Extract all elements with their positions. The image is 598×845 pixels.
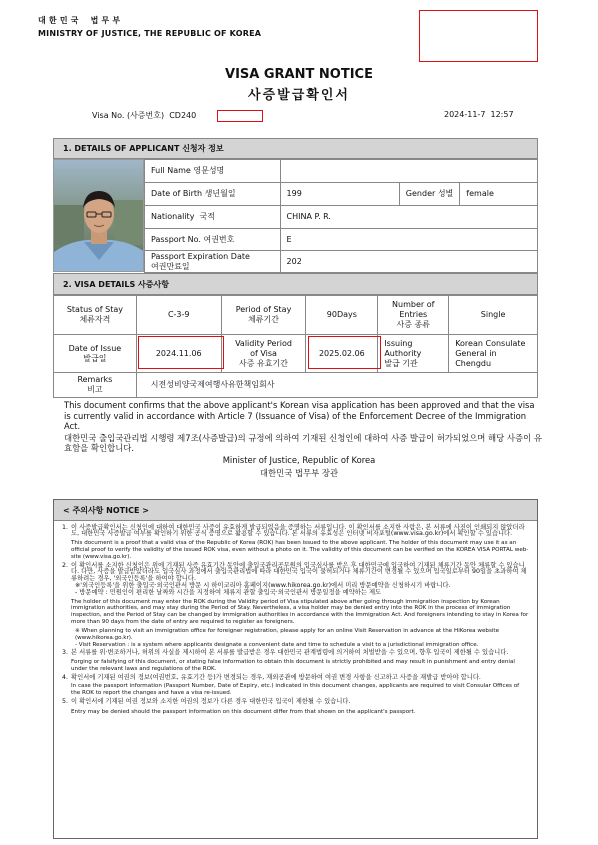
notice-item-2 — [62, 563, 529, 649]
status-of-stay-label — [54, 296, 137, 335]
remarks-label-english: Remarks — [77, 375, 113, 384]
date-of-issue-value: 2024.11.06 — [136, 335, 221, 373]
passport-number-value: E — [280, 229, 537, 251]
notice-item-number: 5. — [62, 697, 69, 705]
notice-item-5-english: Entry may be denied should the passport information on this document differ from that shown on the applicant's passport. — [71, 708, 416, 715]
notice-item-2-korean: 이 확인서를 소지한 신청인은 위에 기재된 사증 유효기간 동안에 출입국관리공무원의 입국심사를 받은 후 대한민국에 입국하여 기재된 체류기간 동안 체류할 수 있습니다. 다만, 사증을 발급받았더라도 입국심사 과정에서 출입국관리법에 따라 대한민국 입국이 불허되거나 체류기간이 변경될 수 있으며 입국일로부터 90일을 초과하여 체류하려는 경우, '외국인등록'을 하여야 합니다. — [71, 561, 527, 583]
visa-number-label: Visa No. (사증번호) — [92, 111, 165, 120]
notice-item-2-english-reservation: ※ When planning to visit an immigration office for foreigner registration, please apply for an online Visit Reservation in advance at the HiKorea website (www.hikorea.go.kr). — [75, 627, 500, 641]
passport-expiration-label-english: Passport Expiration Date — [151, 251, 250, 261]
number-of-entries-value: Single — [449, 296, 538, 335]
notice-item-number: 4. — [62, 673, 69, 681]
notice-item-1 — [62, 525, 529, 561]
number-of-entries-label — [378, 296, 449, 335]
applicant-photo — [53, 159, 144, 272]
redaction-box-visa-number — [217, 110, 263, 122]
date-of-birth-label: Date of Birth 생년월일 — [145, 183, 281, 206]
notice-item-4 — [62, 675, 529, 697]
visa-details-table — [53, 295, 538, 398]
issuing-authority-value — [449, 335, 538, 373]
issued-timestamp: 2024-11-7 12:57 — [444, 110, 514, 119]
passport-expiration-value: 202 — [280, 251, 537, 273]
date-of-issue-label — [54, 335, 137, 373]
notice-item-number: 1. — [62, 523, 69, 531]
applicant-photo-image — [54, 160, 144, 272]
full-name-label: Full Name 영문성명 — [145, 160, 281, 183]
gender-value: female — [460, 183, 538, 206]
status-of-stay-label-english: Status of Stay — [66, 305, 123, 314]
section-visa-heading: 2. VISA DETAILS 사증사항 — [53, 273, 538, 295]
notice-item-3 — [62, 650, 529, 672]
remarks-value: 시전성비양국제여행사유한책임회사 — [136, 373, 537, 398]
issuing-authority-label — [378, 335, 449, 373]
validity-period-label-line1: Validity Period — [235, 338, 292, 348]
date-of-issue-label-korean: 발급일 — [83, 353, 107, 363]
confirmation-statement — [64, 400, 542, 454]
notice-item-2-english-definition: - Visit Reservation : is a system where applicants designate a convenient date and time to schedule a visit to a jurisdictional immigration office. — [75, 641, 479, 648]
highlight-date-of-issue — [138, 336, 224, 369]
full-name-value — [280, 160, 537, 183]
visa-number — [92, 110, 196, 121]
notice-item-2-korean-definition: - 방문예약 : 민원인이 편리한 날짜와 시간을 지정하여 체류지 관할 출입국·외국인관서 방문일정을 예약하는 제도 — [75, 589, 382, 597]
minister-signature-korean: 대한민국 법무부 장관 — [259, 468, 339, 478]
confirmation-korean: 대한민국 출입국관리법 시행령 제7조(사증발급)의 규정에 의하여 기재된 신청인에 대하여 사증 발급이 허가되었으며 해당 사증이 유효함을 확인합니다. — [64, 432, 542, 454]
number-of-entries-label-line2: Entries — [399, 310, 428, 319]
remarks-label-korean: 비고 — [87, 385, 103, 394]
passport-expiration-label-korean: 여권만료일 — [151, 261, 190, 271]
notice-item-4-korean: 확인서에 기재된 여권의 정보(여권번호, 유효기간 등)가 변경되는 경우, 재외공관에 방문하여 여권 변경 사항을 신고하고 사증을 재발급 받아야 합니다. — [71, 673, 481, 681]
redaction-box-top-right — [419, 10, 538, 62]
notice-item-3-english: Forging or falsifying of this document, or stating false information to obtain this document is strictly prohibited and may result in punishment and entry denial under the relevant laws and regulations of the ROK. — [71, 658, 515, 672]
period-of-stay-label-english: Period of Stay — [235, 305, 292, 314]
notice-item-5 — [62, 699, 529, 716]
period-of-stay-label-korean: 체류기간 — [248, 315, 279, 324]
remarks-label — [54, 373, 137, 398]
issuing-authority-label-korean: 발급 기관 — [384, 358, 418, 368]
ministry-english: MINISTRY OF JUSTICE, THE REPUBLIC OF KOREA — [38, 29, 262, 38]
date-of-birth-value: 199 — [280, 183, 399, 206]
issuing-authority-label-line1: Issuing — [384, 338, 413, 348]
issuing-authority-value-line2: General in — [455, 348, 497, 358]
issuing-authority-value-line1: Korean Consulate — [455, 338, 526, 348]
period-of-stay-value: 90Days — [306, 296, 378, 335]
period-of-stay-label — [221, 296, 306, 335]
notice-item-number: 3. — [62, 649, 69, 657]
notice-item-3-korean: 본 서류를 위·변조하거나, 허위의 사실을 제시하여 본 서류를 발급받은 경우 대한민국 관계법령에 의거하여 처벌받을 수 있으며, 향후 입국이 제한될 수 있습니다. — [71, 649, 509, 657]
number-of-entries-label-korean: 사증 종류 — [396, 320, 430, 329]
document-title-english: VISA GRANT NOTICE — [225, 67, 373, 82]
notice-item-5-korean: 이 확인서에 기재된 여권 정보와 소지한 여권의 정보가 다른 경우 대한민국 입국이 제한될 수 있습니다. — [71, 697, 351, 705]
ministry-header — [38, 14, 261, 40]
date-of-issue-label-english: Date of Issue — [68, 343, 122, 353]
nationality-value: CHINA P. R. — [280, 206, 537, 229]
validity-period-label-korean: 사증 유효기간 — [239, 358, 288, 368]
minister-signature-english: Minister of Justice, Republic of Korea — [222, 455, 376, 465]
validity-period-label — [221, 335, 306, 373]
validity-period-value: 2025.02.06 — [306, 335, 378, 373]
issuing-authority-value-line3: Chengdu — [455, 358, 492, 368]
validity-period-label-line2: of Visa — [250, 348, 277, 358]
notice-box — [53, 499, 538, 839]
applicant-details-table — [144, 159, 538, 273]
notice-item-4-english: In case the passport information (Passport Number, Date of Expiry, etc.) indicated in this document changes, applicants are required to visit Consular Offices of the ROK to report the changes and have a visa re-issued. — [71, 683, 520, 696]
nationality-label: Nationality 국적 — [145, 206, 281, 229]
notice-item-2-english: The holder of this document may enter the ROK during the Validity period of Visa stipulated above after going through immigration inspection by Korean immigration authorities, and may stay during the Period of Stay. Nevertheless, a visa holder may be denied entry into the ROK in the process of immigration inspection, and the Period of Stay can be changed by immigration authorities in accordance with the Immigration Act. And foreigners intending to stay in Korea for more than 90 days from the date of entry are required to register as foreigners. — [71, 598, 529, 626]
issuing-authority-label-line2: Authority — [384, 348, 422, 358]
number-of-entries-label-line1: Number of — [392, 300, 435, 309]
notice-item-1-english: This document is a proof that a valid visa of the Republic of Korea (ROK) has been issued to the above applicant. The holder of this document may use it as an official proof to verify the validity of the issued ROK visa, even without a photo on it. The validity of this document can be verified on the KOREA VISA PORTAL web-site (www.visa.go.kr). — [71, 539, 529, 560]
status-of-stay-value: C-3-9 — [136, 296, 221, 335]
notice-body — [54, 521, 537, 716]
status-of-stay-label-korean: 체류자격 — [79, 315, 111, 324]
passport-number-label: Passport No. 여권번호 — [145, 229, 281, 251]
confirmation-english: This document confirms that the above applicant's Korean visa application has been approved and that the visa is currently valid in accordance with Article 7 (Issuance of Visa) of the Enforcement Decree of the Immigration Act. — [64, 400, 535, 432]
notice-item-2-korean-reservation: ※'외국인등록'을 위한 출입국·외국인관서 방문 시 하이코리아 홈페이지(www.hikorea.go.kr)에서 미리 방문예약을 신청하시기 바랍니다. — [75, 582, 451, 590]
ministry-korean: 대 한 민 국 법 무 부 — [38, 16, 121, 25]
passport-expiration-label — [145, 251, 281, 273]
notice-item-1-korean: 이 사증발급확인서는 신청인에 대하여 대한민국 사증이 유효하게 발급되었음을 증명하는 서류입니다. 이 확인서를 소지한 사람은, 본 서류에 사진이 인쇄되지 않았더라도, 대한민국 사증발급 여부를 확인하기 위한 공식 증명으로 활용할 수 있습니다. 본 서류의 유효성은 인터넷 비자포털(www.visa.go.kr)에서 확인할 수 있습니다. — [71, 523, 525, 538]
gender-label: Gender 성별 — [399, 183, 459, 206]
highlight-validity-period — [308, 336, 381, 369]
notice-item-number: 2. — [62, 561, 69, 569]
section-applicant-heading: 1. DETAILS OF APPLICANT 신청자 정보 — [53, 138, 538, 159]
visa-number-value: CD240 — [169, 111, 197, 120]
document-title-korean: 사증발급확인서 — [248, 88, 350, 103]
notice-heading: < 주의사항 NOTICE > — [54, 500, 537, 521]
